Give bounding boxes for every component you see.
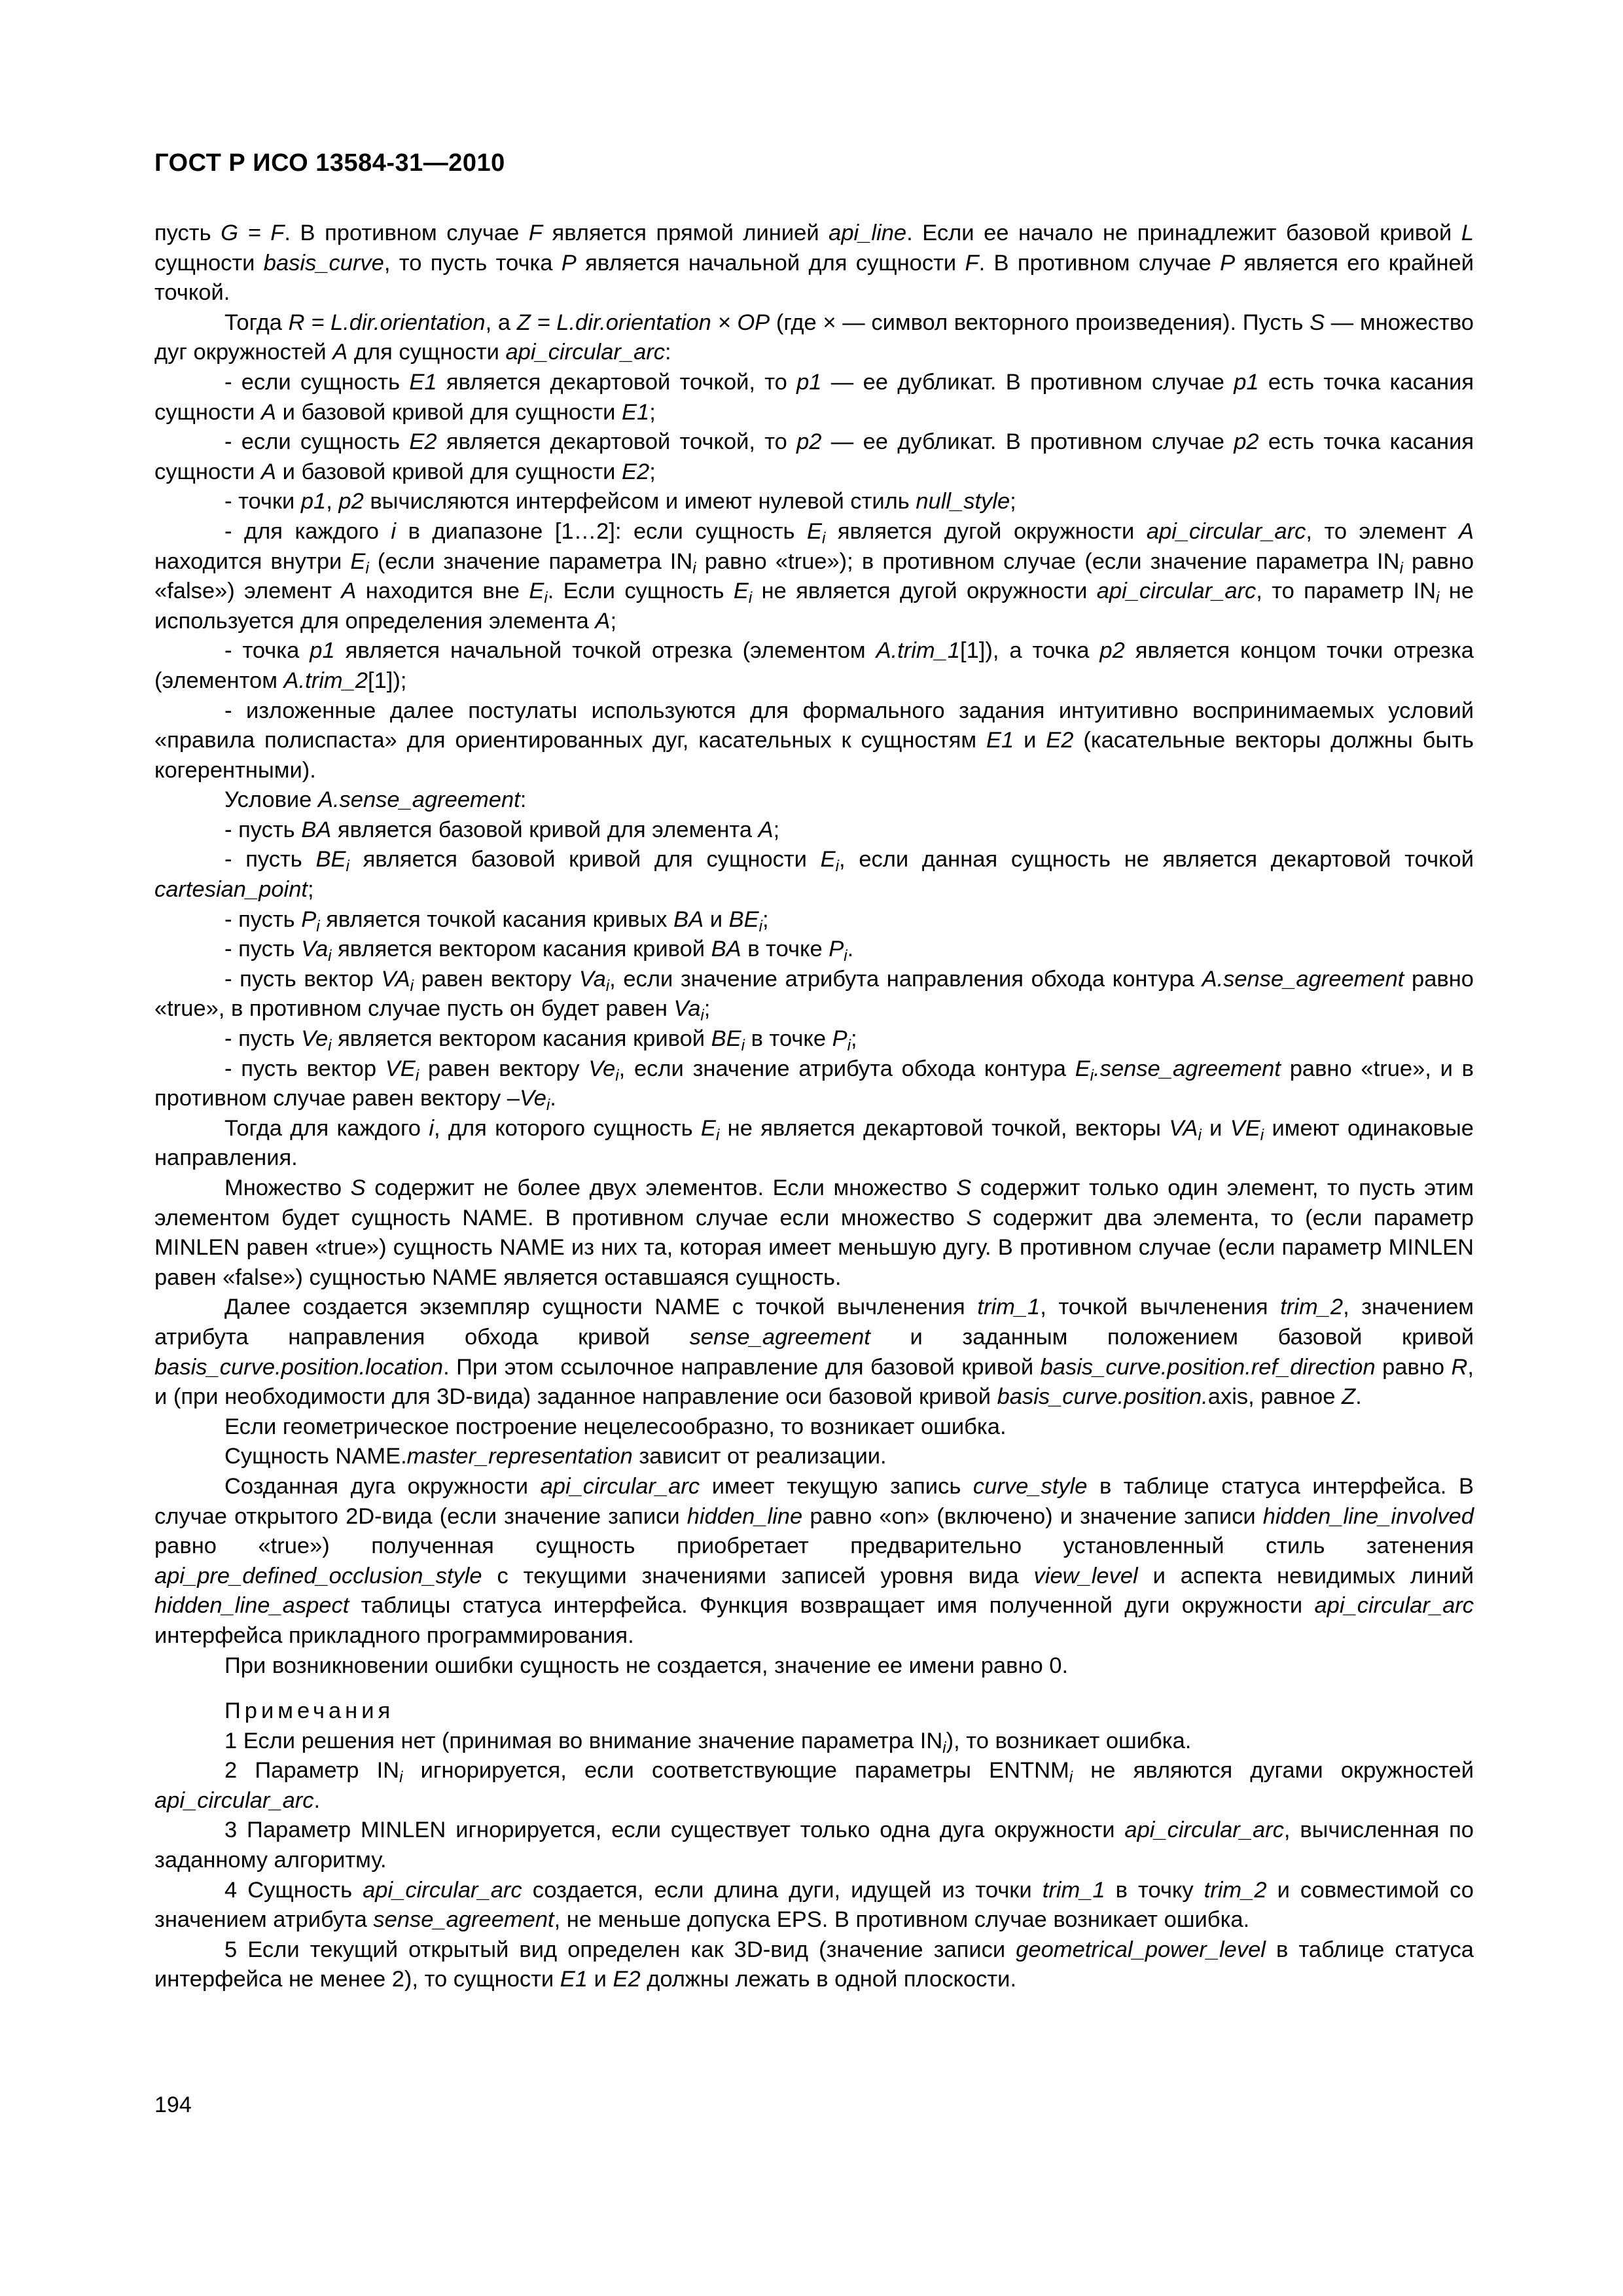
- text-run: , а: [485, 310, 517, 335]
- subscript-text: i: [942, 1738, 946, 1757]
- italic-text: E: [529, 579, 544, 604]
- text-run: :: [520, 787, 527, 813]
- paragraph: [154, 816, 1474, 846]
- text-run: Условие: [224, 787, 318, 813]
- italic-text: A.sense_agreement: [1202, 966, 1404, 992]
- text-run: равно «on» (включено) и значение записи: [802, 1503, 1263, 1529]
- text-run: содержит два элемента, то (если параметр MINLEN равен «true») сущность NAME из них та, которая имеет меньшую дугу. В противном случае (если параметр MINLEN равен «false») сущностью NAME является оставшаяся сущность.: [154, 1205, 1474, 1290]
- text-run: ,: [326, 489, 339, 514]
- paragraph: [154, 845, 1474, 905]
- text-run: ;: [704, 996, 711, 1022]
- italic-text: p1: [796, 369, 822, 395]
- text-run: является декартовой точкой, то: [437, 369, 797, 395]
- italic-text: F: [528, 221, 543, 245]
- italic-text: P: [829, 937, 844, 962]
- italic-text: geometrical_power_level: [1016, 1937, 1266, 1962]
- subscript-text: i: [835, 857, 840, 876]
- text-run: - пусть: [224, 817, 302, 842]
- italic-text: trim_2: [1204, 1877, 1267, 1903]
- italic-text: Ve: [588, 1056, 616, 1081]
- italic-text: trim_1: [977, 1295, 1041, 1320]
- text-run: . При этом ссылочное направление для базовой кривой: [443, 1354, 1041, 1380]
- italic-text: E: [820, 847, 836, 872]
- text-run: - пусть вектор: [224, 1056, 385, 1081]
- notes-list: [154, 1727, 1474, 1995]
- note-item: [154, 1876, 1474, 1935]
- italic-text: L: [1461, 221, 1474, 245]
- italic-text: api_circular_arc: [1124, 1818, 1284, 1843]
- italic-text: P: [832, 1026, 847, 1052]
- text-run: находится вне: [356, 579, 529, 604]
- text-run: и заданным положением базовой кривой: [870, 1324, 1474, 1350]
- text-run: ;: [762, 906, 769, 932]
- italic-text: Z: [1342, 1384, 1356, 1410]
- italic-text: E1: [986, 728, 1014, 753]
- italic-text: P: [1220, 250, 1236, 276]
- paragraph: [154, 905, 1474, 935]
- paragraph: [154, 219, 1474, 308]
- main-text: [154, 219, 1474, 1681]
- subscript-text: i: [1198, 1126, 1202, 1145]
- text-run: .: [1355, 1384, 1362, 1410]
- text-run: равно «true») полученная сущность приобретает предварительно установленный стиль затенения: [154, 1534, 1474, 1559]
- italic-text: E1: [621, 399, 650, 425]
- paragraph: [154, 427, 1474, 487]
- italic-text: E2: [613, 1967, 641, 1992]
- italic-text: trim_2: [1280, 1295, 1344, 1320]
- text-run: 3 Параметр MINLEN игнорируется, если существует только одна дуга окружности: [224, 1818, 1125, 1843]
- text-run: , не меньше допуска EPS. В противном случае возникает ошибка.: [554, 1907, 1250, 1933]
- italic-text: api_circular_arc: [505, 340, 665, 365]
- italic-text: BE: [315, 847, 346, 872]
- text-run: [1]);: [367, 668, 407, 693]
- subscript-text: i: [847, 1037, 851, 1055]
- text-run: и базовой кривой для сущности: [276, 459, 622, 484]
- italic-text: F: [965, 250, 979, 276]
- text-run: Тогда: [224, 310, 289, 335]
- text-run: , вычисленная по заданному алгоритму.: [154, 1818, 1474, 1873]
- subscript-text: i: [821, 529, 826, 548]
- italic-text: Va: [579, 966, 606, 992]
- text-run: есть точка касания сущности: [154, 369, 1474, 425]
- text-run: ;: [649, 399, 656, 425]
- text-run: в точку: [1105, 1877, 1204, 1903]
- italic-text: master_representation: [406, 1444, 633, 1469]
- paragraph: [154, 1174, 1474, 1293]
- italic-text: Ve: [301, 1026, 329, 1052]
- text-run: и аспекта невидимых линий: [1137, 1563, 1474, 1588]
- italic-text: Ve: [519, 1086, 546, 1111]
- text-run: и: [1014, 728, 1046, 753]
- italic-text: api_circular_arc: [1096, 579, 1257, 604]
- text-run: .: [313, 1787, 321, 1813]
- italic-text: BA: [711, 937, 741, 962]
- italic-text: S: [350, 1175, 366, 1200]
- italic-text: basis_curve.position.: [997, 1384, 1208, 1410]
- subscript-text: i: [1069, 1768, 1073, 1787]
- italic-text: api_circular_arc: [363, 1877, 522, 1903]
- subscript-text: i: [758, 917, 763, 935]
- italic-text: R: [1451, 1354, 1468, 1380]
- italic-text: E1: [409, 369, 437, 395]
- text-run: .: [550, 1086, 556, 1111]
- subscript-text: i: [399, 1768, 403, 1787]
- text-run: , для которого сущность: [434, 1115, 701, 1141]
- italic-text: S: [1310, 310, 1325, 335]
- text-run: (где × — символ векторного произведения). Пусть: [770, 310, 1310, 335]
- paragraph: [154, 517, 1474, 636]
- italic-text: p1: [300, 489, 327, 514]
- italic-text: S: [966, 1205, 982, 1230]
- italic-text: E: [1075, 1056, 1090, 1081]
- text-run: .: [847, 937, 854, 962]
- text-run: должны лежать в одной плоскости.: [640, 1967, 1017, 1992]
- subscript-text: i: [715, 1126, 720, 1145]
- text-run: (если значение параметра IN: [368, 548, 693, 574]
- text-run: игнорируется, если соответствующие параметры ENTNM: [402, 1758, 1069, 1784]
- text-run: , точкой вычленения: [1040, 1295, 1281, 1320]
- italic-text: p1: [1234, 369, 1259, 395]
- paragraph: [154, 965, 1474, 1024]
- text-run: не являются дугами окружностей: [1073, 1758, 1474, 1784]
- text-run: , если значение атрибута направления обхода контура: [609, 966, 1202, 992]
- subscript-text: i: [1436, 589, 1440, 607]
- italic-text: p1: [310, 638, 335, 664]
- italic-text: view_level: [1033, 1563, 1138, 1588]
- italic-text: hidden_line: [687, 1503, 803, 1529]
- paragraph: [154, 487, 1474, 517]
- italic-text: BA: [301, 817, 332, 842]
- subscript-text: i: [692, 559, 696, 577]
- text-run: , если данная сущность не является декартовой точкой: [839, 847, 1474, 872]
- note-item: [154, 1935, 1474, 1995]
- italic-text: A: [341, 579, 357, 604]
- italic-text: api_circular_arc: [540, 1473, 700, 1499]
- text-run: 1 Если решения нет (принимая во внимание значение параметра IN: [224, 1728, 943, 1753]
- subscript-text: i: [700, 1007, 704, 1025]
- text-run: сущности: [154, 250, 264, 276]
- italic-text: api_circular_arc: [1314, 1593, 1474, 1619]
- italic-text: Z = L.dir.orientation × OP: [516, 310, 770, 335]
- subscript-text: i: [316, 917, 320, 935]
- text-run: равен вектору: [414, 966, 579, 992]
- text-run: равно «true», в противном случае пусть он будет равен: [154, 966, 1474, 1022]
- text-run: содержит только один элемент, то пусть этим элементом будет сущность NAME. В противном случае если множество: [154, 1175, 1474, 1230]
- text-run: и базовой кривой для сущности: [276, 399, 622, 425]
- text-run: имеют одинаковые направления.: [154, 1115, 1474, 1171]
- text-run: и: [1201, 1115, 1230, 1141]
- italic-text: BA: [673, 906, 704, 932]
- text-run: равно «false») элемент: [154, 548, 1474, 604]
- text-run: ;: [649, 459, 656, 484]
- text-run: axis, равное: [1207, 1384, 1342, 1410]
- subscript-text: i: [546, 1096, 550, 1115]
- italic-text: api_pre_defined_occlusion_style: [154, 1563, 482, 1588]
- text-run: является вектором касания кривой: [331, 1026, 711, 1052]
- italic-text: VE: [1230, 1115, 1260, 1141]
- paragraph: [154, 1024, 1474, 1054]
- text-run: . Если сущность: [547, 579, 734, 604]
- note-item: [154, 1727, 1474, 1757]
- text-run: содержит не более двух элементов. Если множество: [365, 1175, 957, 1200]
- page-number: 194: [154, 2092, 192, 2117]
- italic-text: p2: [1099, 638, 1125, 664]
- subscript-text: i: [741, 1037, 745, 1055]
- text-run: , то элемент: [1306, 518, 1459, 544]
- text-run: является дугой окружности: [825, 518, 1147, 544]
- paragraph: [154, 636, 1474, 696]
- text-run: - если сущность: [224, 429, 410, 455]
- text-run: есть точка касания сущности: [154, 429, 1474, 484]
- text-run: . В противном случае: [978, 250, 1221, 276]
- italic-text: P: [301, 906, 317, 932]
- text-run: в точке: [745, 1026, 832, 1052]
- italic-text: p2: [1234, 429, 1259, 455]
- paragraph: [154, 1442, 1474, 1472]
- text-run: и: [588, 1967, 613, 1992]
- italic-text: A.sense_agreement: [317, 787, 520, 813]
- text-run: не является дугой окружности: [752, 579, 1097, 604]
- text-run: , то параметр IN: [1256, 579, 1436, 604]
- subscript-text: i: [1090, 1066, 1094, 1085]
- text-run: , и (при необходимости для 3D-вида) заданное направление оси базовой кривой: [154, 1354, 1474, 1410]
- italic-text: trim_1: [1042, 1877, 1105, 1903]
- text-run: является декартовой точкой, то: [437, 429, 797, 455]
- text-run: пусть: [154, 221, 221, 245]
- italic-text: E1: [560, 1967, 588, 1992]
- italic-text: api_circular_arc: [154, 1787, 314, 1813]
- text-run: Сущность NAME.: [224, 1444, 407, 1469]
- paragraph: [154, 935, 1474, 965]
- italic-text: cartesian_point: [154, 877, 308, 903]
- subscript-text: i: [346, 857, 349, 876]
- text-run: имеет текущую запись: [700, 1473, 973, 1499]
- text-run: , то пусть точка: [383, 250, 562, 276]
- text-run: — ее дубликат. В противном случае: [821, 369, 1234, 395]
- text-run: в диапазоне [1…2]: если сущность: [396, 518, 807, 544]
- italic-text: E2: [409, 429, 437, 455]
- text-run: - для каждого: [224, 518, 391, 544]
- italic-text: hidden_line_aspect: [154, 1593, 349, 1619]
- text-run: равно: [1375, 1354, 1452, 1380]
- page-header: ГОСТ Р ИСО 13584-31—2010: [154, 149, 505, 177]
- text-run: ;: [308, 877, 314, 903]
- note-item: [154, 1756, 1474, 1816]
- text-run: ;: [1010, 489, 1016, 514]
- italic-text: i: [391, 518, 397, 544]
- text-run: не является декартовой точкой, векторы: [719, 1115, 1169, 1141]
- text-run: - пусть: [224, 937, 302, 962]
- text-run: таблицы статуса интерфейса. Функция возвращает имя полученной дуги окружности: [349, 1593, 1315, 1619]
- text-run: зависит от реализации.: [632, 1444, 887, 1469]
- subscript-text: i: [410, 977, 414, 996]
- italic-text: i: [429, 1115, 434, 1141]
- italic-text: curve_style: [972, 1473, 1088, 1499]
- italic-text: Va: [673, 996, 701, 1022]
- text-run: и: [704, 906, 729, 932]
- italic-text: sense_agreement: [373, 1907, 554, 1933]
- text-run: создается, если длина дуги, идущей из точки: [522, 1877, 1043, 1903]
- text-run: равно «true»); в противном случае (если значение параметра IN: [696, 548, 1400, 574]
- text-run: Множество: [224, 1175, 351, 1200]
- italic-text: A: [332, 340, 348, 365]
- text-run: не используется для определения элемента: [154, 579, 1474, 634]
- italic-text: .sense_agreement: [1094, 1056, 1281, 1081]
- text-run: является вектором касания кривой: [331, 937, 711, 962]
- paragraph: [154, 785, 1474, 816]
- text-run: в таблице статуса интерфейса. В случае открытого 2D-вида (если значение записи: [154, 1473, 1474, 1529]
- subscript-text: i: [415, 1066, 419, 1085]
- paragraph: [154, 1472, 1474, 1651]
- text-run: 5 Если текущий открытый вид определен как 3D-вид (значение записи: [224, 1937, 1016, 1962]
- italic-text: R = L.dir.orientation: [288, 310, 486, 335]
- italic-text: VA: [381, 966, 410, 992]
- text-run: - изложенные далее постулаты используются для формального задания интуитивно воспринимаемых условий «правила полиспаста» для ориентированных дуг, касательных к сущностям: [154, 698, 1474, 753]
- text-run: Если геометрическое построение нецелесообразно, то возникает ошибка.: [224, 1414, 1007, 1439]
- italic-text: VE: [385, 1056, 416, 1081]
- italic-text: E: [700, 1115, 716, 1141]
- italic-text: A: [261, 399, 277, 425]
- paragraph: [154, 1412, 1474, 1443]
- text-run: является его крайней точкой.: [154, 250, 1474, 306]
- text-run: , значением атрибута направления обхода кривой: [154, 1295, 1474, 1350]
- text-run: . Если ее начало не принадлежит базовой кривой: [906, 221, 1461, 245]
- subscript-text: i: [328, 947, 332, 965]
- paragraph: [154, 308, 1474, 368]
- text-run: Созданная дуга окружности: [224, 1473, 541, 1499]
- text-run: — множество дуг окружностей: [154, 310, 1474, 365]
- text-run: . В противном случае: [284, 221, 529, 245]
- text-run: - пусть: [224, 1026, 302, 1052]
- text-run: является начальной точкой отрезка (элементом: [334, 638, 876, 664]
- text-run: 2 Параметр IN: [224, 1758, 400, 1784]
- italic-text: api_circular_arc: [1146, 518, 1306, 544]
- italic-text: basis_curve.position.location: [154, 1354, 444, 1380]
- subscript-text: i: [605, 977, 610, 996]
- italic-text: p2: [796, 429, 822, 455]
- paragraph: [154, 368, 1474, 427]
- italic-text: P: [561, 250, 577, 276]
- italic-text: hidden_line_involved: [1262, 1503, 1474, 1529]
- italic-text: E: [733, 579, 749, 604]
- text-run: - точка: [224, 638, 310, 664]
- italic-text: VA: [1169, 1115, 1198, 1141]
- text-run: :: [665, 340, 671, 365]
- text-run: является базовой кривой для элемента: [331, 817, 758, 842]
- paragraph: [154, 1293, 1474, 1412]
- subscript-text: i: [544, 589, 548, 607]
- italic-text: E: [806, 518, 822, 544]
- document-body: [154, 219, 1474, 1995]
- text-run: 4 Сущность: [224, 1877, 363, 1903]
- paragraph: [154, 1054, 1474, 1114]
- notes-title: Примечания: [224, 1698, 395, 1724]
- paragraph: [154, 1114, 1474, 1174]
- text-run: вычисляются интерфейсом и имеют нулевой стиль: [363, 489, 916, 514]
- subscript-text: i: [748, 589, 753, 607]
- text-run: равно «true», и в противном случае равен вектору –: [154, 1056, 1474, 1111]
- text-run: [1]), а точка: [960, 638, 1100, 664]
- note-item: [154, 1816, 1474, 1875]
- text-run: с текущими значениями записей уровня вида: [482, 1563, 1034, 1588]
- text-run: является концом точки отрезка (элементом: [154, 638, 1474, 693]
- italic-text: BE: [728, 906, 759, 932]
- text-run: Далее создается экземпляр сущности NAME с точкой вычленения: [224, 1295, 978, 1320]
- italic-text: sense_agreement: [689, 1324, 870, 1350]
- text-run: в таблице статуса интерфейса не менее 2), то сущности: [154, 1937, 1474, 1992]
- italic-text: A: [261, 459, 277, 484]
- text-run: - пусть вектор: [224, 966, 382, 992]
- italic-text: A: [758, 817, 774, 842]
- text-run: в точке: [741, 937, 829, 962]
- text-run: является прямой линией: [542, 221, 829, 245]
- text-run: - если сущность: [224, 369, 410, 395]
- italic-text: E2: [1046, 728, 1074, 753]
- text-run: , если значение атрибута обхода контура: [618, 1056, 1075, 1081]
- text-run: - пусть: [224, 906, 302, 932]
- subscript-text: i: [615, 1066, 619, 1085]
- text-run: - пусть: [224, 847, 316, 872]
- text-run: интерфейса прикладного программирования.: [154, 1623, 634, 1648]
- text-run: ;: [851, 1026, 857, 1052]
- italic-text: E: [350, 548, 366, 574]
- text-run: находится внутри: [154, 548, 351, 574]
- italic-text: Va: [301, 937, 329, 962]
- italic-text: A.trim_1: [876, 638, 961, 664]
- paragraph: [154, 696, 1474, 786]
- text-run: Тогда для каждого: [224, 1115, 429, 1141]
- subscript-text: i: [1399, 559, 1403, 577]
- italic-text: E2: [621, 459, 650, 484]
- text-run: является точкой касания кривых: [319, 906, 674, 932]
- text-run: (касательные векторы должны быть когерентными).: [154, 728, 1474, 783]
- subscript-text: i: [1260, 1126, 1264, 1145]
- italic-text: basis_curve.position.ref_direction: [1040, 1354, 1376, 1380]
- italic-text: api_line: [829, 221, 907, 245]
- text-run: равен вектору: [419, 1056, 589, 1081]
- italic-text: G = F: [221, 221, 285, 245]
- text-run: для сущности: [348, 340, 506, 365]
- italic-text: null_style: [916, 489, 1010, 514]
- italic-text: p2: [338, 489, 364, 514]
- text-run: - точки: [224, 489, 301, 514]
- text-run: — ее дубликат. В противном случае: [821, 429, 1234, 455]
- text-run: является базовой кривой для сущности: [349, 847, 821, 872]
- italic-text: basis_curve: [263, 250, 384, 276]
- italic-text: BE: [711, 1026, 741, 1052]
- italic-text: S: [956, 1175, 972, 1200]
- text-run: ;: [610, 608, 617, 634]
- text-run: При возникновении ошибки сущность не создается, значение ее имени равно 0.: [224, 1653, 1069, 1678]
- paragraph: [154, 1651, 1474, 1681]
- text-run: является начальной для сущности: [576, 250, 965, 276]
- text-run: и совместимой со значением атрибута: [154, 1877, 1474, 1933]
- subscript-text: i: [328, 1037, 332, 1055]
- italic-text: A: [595, 608, 611, 634]
- italic-text: A.trim_2: [283, 668, 368, 693]
- subscript-text: i: [365, 559, 369, 577]
- subscript-text: i: [844, 947, 847, 965]
- text-run: ;: [773, 817, 780, 842]
- text-run: ), то возникает ошибка.: [946, 1728, 1192, 1753]
- italic-text: A: [1458, 518, 1474, 544]
